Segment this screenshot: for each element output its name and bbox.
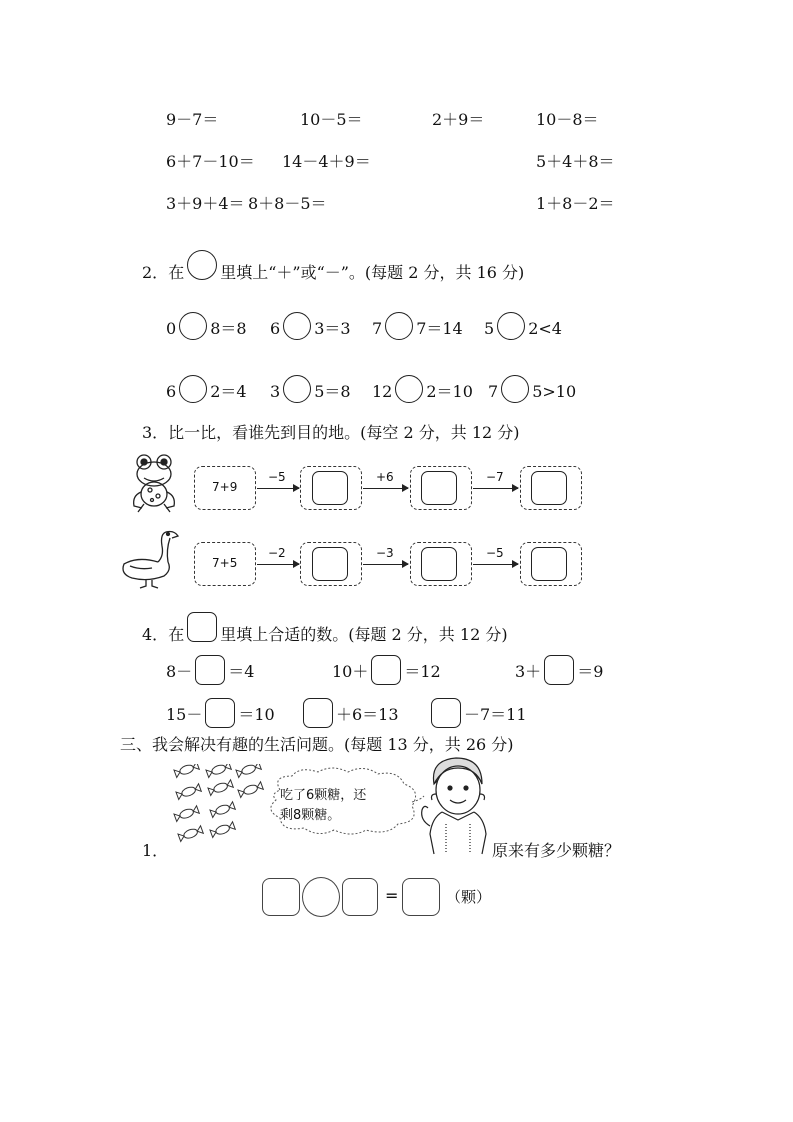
equals-sign: = bbox=[385, 886, 399, 905]
question-2-instruction: 里填上“＋”或“－”。(每题 2 分，共 16 分) bbox=[220, 263, 525, 282]
sign-item: 7 5>10 bbox=[488, 375, 576, 403]
unit-label: （颗） bbox=[446, 888, 492, 906]
number-blank[interactable] bbox=[195, 655, 225, 685]
goose-op-3: −5 bbox=[486, 546, 504, 560]
sign-blank[interactable] bbox=[179, 375, 207, 403]
goose-illustration bbox=[118, 526, 180, 590]
circle-blank-example bbox=[187, 250, 217, 280]
question-4-title bbox=[142, 612, 508, 645]
boy-illustration bbox=[412, 754, 494, 856]
frog-op-2: +6 bbox=[376, 470, 394, 484]
calc-item: 5＋4＋8＝ bbox=[536, 152, 615, 171]
sign-item: 5 2<4 bbox=[484, 312, 562, 340]
frog-answer-blank-3[interactable] bbox=[531, 471, 567, 505]
sign-blank[interactable] bbox=[385, 312, 413, 340]
question-prefix: 在 bbox=[168, 625, 185, 644]
calc-item: 2＋9＝ bbox=[432, 110, 485, 129]
problem-number: 1． bbox=[142, 841, 169, 860]
goose-answer-blank-2[interactable] bbox=[421, 547, 457, 581]
sign-blank[interactable] bbox=[283, 312, 311, 340]
arrow-icon bbox=[363, 488, 408, 489]
sign-item: 6 2＝4 bbox=[166, 375, 247, 403]
answer-operator-blank[interactable] bbox=[302, 877, 340, 917]
sign-item: 3 5＝8 bbox=[270, 375, 351, 403]
goose-op-1: −2 bbox=[268, 546, 286, 560]
frog-illustration bbox=[128, 452, 180, 514]
number-blank[interactable] bbox=[303, 698, 333, 728]
sign-item: 0 8＝8 bbox=[166, 312, 247, 340]
arrow-icon bbox=[473, 488, 518, 489]
answer-blank-1[interactable] bbox=[262, 878, 300, 916]
fill-item: 8－ ＝4 bbox=[166, 655, 254, 685]
problem-question: 原来有多少颗糖？ bbox=[492, 841, 621, 860]
arrow-icon bbox=[473, 564, 518, 565]
number-blank[interactable] bbox=[205, 698, 235, 728]
calc-item: 1＋8－2＝ bbox=[536, 194, 615, 213]
sign-blank[interactable] bbox=[497, 312, 525, 340]
frog-start-expression: 7+9 bbox=[212, 480, 238, 494]
goose-start-expression: 7+5 bbox=[212, 556, 238, 570]
fill-item: 15－ ＝10 bbox=[166, 698, 275, 728]
question-2-title bbox=[142, 250, 524, 283]
speech-line-2: 剩8颗糖。 bbox=[280, 808, 341, 823]
fill-item: ＋6＝13 bbox=[300, 698, 399, 728]
goose-answer-blank-1[interactable] bbox=[312, 547, 348, 581]
frog-answer-blank-1[interactable] bbox=[312, 471, 348, 505]
question-number: 4． bbox=[142, 625, 169, 644]
goose-op-2: −3 bbox=[376, 546, 394, 560]
arrow-icon bbox=[257, 564, 299, 565]
answer-blank-2[interactable] bbox=[342, 878, 378, 916]
part-3-title: 三、我会解决有趣的生活问题。(每题 13 分，共 26 分) bbox=[120, 735, 514, 754]
question-3-title: 3．比一比，看谁先到目的地。(每空 2 分，共 12 分) bbox=[142, 423, 520, 442]
goose-answer-blank-3[interactable] bbox=[531, 547, 567, 581]
candies-illustration bbox=[170, 764, 266, 846]
number-blank[interactable] bbox=[431, 698, 461, 728]
calc-item: 10－8＝ bbox=[536, 110, 599, 129]
calc-item: 3＋9＋4＝ bbox=[166, 194, 245, 213]
fill-item: －7＝11 bbox=[428, 698, 527, 728]
calc-item: 6＋7－10＝ bbox=[166, 152, 255, 171]
frog-op-3: −7 bbox=[486, 470, 504, 484]
speech-line-1: 吃了6颗糖，还 bbox=[280, 788, 367, 803]
sign-item: 6 3＝3 bbox=[270, 312, 351, 340]
fill-item: 10＋ ＝12 bbox=[332, 655, 441, 685]
calc-item: 9－7＝ bbox=[166, 110, 219, 129]
calc-item: 14－4＋9＝ bbox=[282, 152, 371, 171]
question-number: 2． bbox=[142, 263, 169, 282]
question-prefix: 在 bbox=[168, 263, 185, 282]
sign-item: 7 7＝14 bbox=[372, 312, 463, 340]
arrow-icon bbox=[257, 488, 299, 489]
number-blank[interactable] bbox=[544, 655, 574, 685]
calc-item: 8＋8－5＝ bbox=[248, 194, 327, 213]
arrow-icon bbox=[363, 564, 408, 565]
sign-blank[interactable] bbox=[283, 375, 311, 403]
speech-text bbox=[280, 786, 366, 826]
calc-item: 10－5＝ bbox=[300, 110, 363, 129]
fill-item: 3＋ ＝9 bbox=[515, 655, 603, 685]
sign-blank[interactable] bbox=[501, 375, 529, 403]
sign-item: 12 2＝10 bbox=[372, 375, 473, 403]
sign-blank[interactable] bbox=[395, 375, 423, 403]
frog-op-1: −5 bbox=[268, 470, 286, 484]
frog-answer-blank-2[interactable] bbox=[421, 471, 457, 505]
square-blank-example bbox=[187, 612, 217, 642]
question-4-instruction: 里填上合适的数。(每题 2 分，共 12 分) bbox=[220, 625, 508, 644]
answer-result-blank[interactable] bbox=[402, 878, 440, 916]
sign-blank[interactable] bbox=[179, 312, 207, 340]
number-blank[interactable] bbox=[371, 655, 401, 685]
